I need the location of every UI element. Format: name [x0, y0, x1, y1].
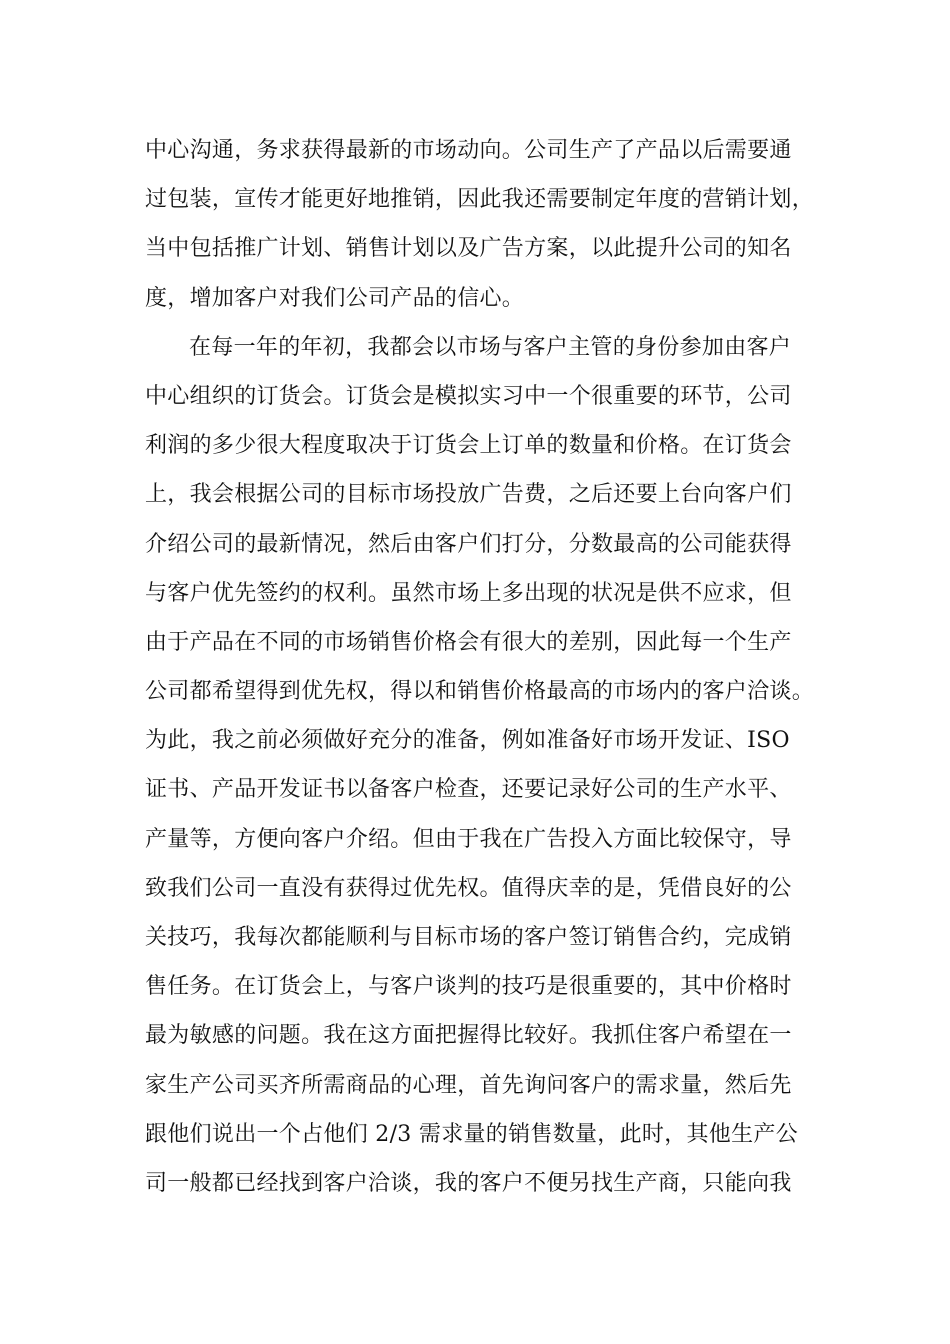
text-line: 中心组织的订货会。订货会是模拟实习中一个很重要的环节，公司 [145, 383, 792, 409]
text-line: 上，我会根据公司的目标市场投放广告费，之后还要上台向客户们 [145, 482, 792, 508]
text-line: 售任务。在订货会上，与客户谈判的技巧是很重要的，其中价格时 [145, 974, 792, 1000]
text-line: 跟他们说出一个占他们 2/3 需求量的销售数量，此时，其他生产公 [145, 1121, 798, 1147]
text-line: 产量等，方便向客户介绍。但由于我在广告投入方面比较保守，导 [145, 826, 792, 852]
text-line: 关技巧，我每次都能顺利与目标市场的客户签订销售合约，完成销 [145, 925, 792, 950]
paragraph-first-line: 在每一年的年初，我都会以市场与客户主管的身份参加由客户 [189, 334, 792, 360]
text-line: 中心沟通，务求获得最新的市场动向。公司生产了产品以后需要通 [145, 138, 792, 163]
text-line: 致我们公司一直没有获得过优先权。值得庆幸的是，凭借良好的公 [145, 875, 792, 901]
text-line: 当中包括推广计划、销售计划以及广告方案，以此提升公司的知名 [145, 236, 792, 262]
text-line: 公司都希望得到优先权，得以和销售价格最高的市场内的客户洽谈。 [145, 679, 815, 705]
text-line: 家生产公司买齐所需商品的心理，首先询问客户的需求量，然后先 [145, 1072, 792, 1098]
text-line: 度，增加客户对我们公司产品的信心。 [145, 285, 525, 311]
text-line: 利润的多少很大程度取决于订货会上订单的数量和价格。在订货会 [145, 433, 792, 459]
text-line: 过包装，宣传才能更好地推销，因此我还需要制定年度的营销计划， [145, 187, 815, 213]
text-line: 最为敏感的问题。我在这方面把握得比较好。我抓住客户希望在一 [145, 1023, 792, 1049]
text-line: 与客户优先签约的权利。虽然市场上多出现的状况是供不应求，但 [145, 580, 792, 606]
text-line: 为此，我之前必须做好充分的准备，例如准备好市场开发证、ISO [145, 728, 790, 754]
text-line: 介绍公司的最新情况，然后由客户们打分，分数最高的公司能获得 [145, 531, 792, 557]
text-line: 由于产品在不同的市场销售价格会有很大的差别，因此每一个生产 [145, 629, 792, 655]
text-line: 司一般都已经找到客户洽谈，我的客户不便另找生产商，只能向我 [145, 1170, 792, 1196]
body-text [145, 126, 845, 1208]
text-line: 证书、产品开发证书以备客户检查，还要记录好公司的生产水平、 [145, 777, 792, 803]
